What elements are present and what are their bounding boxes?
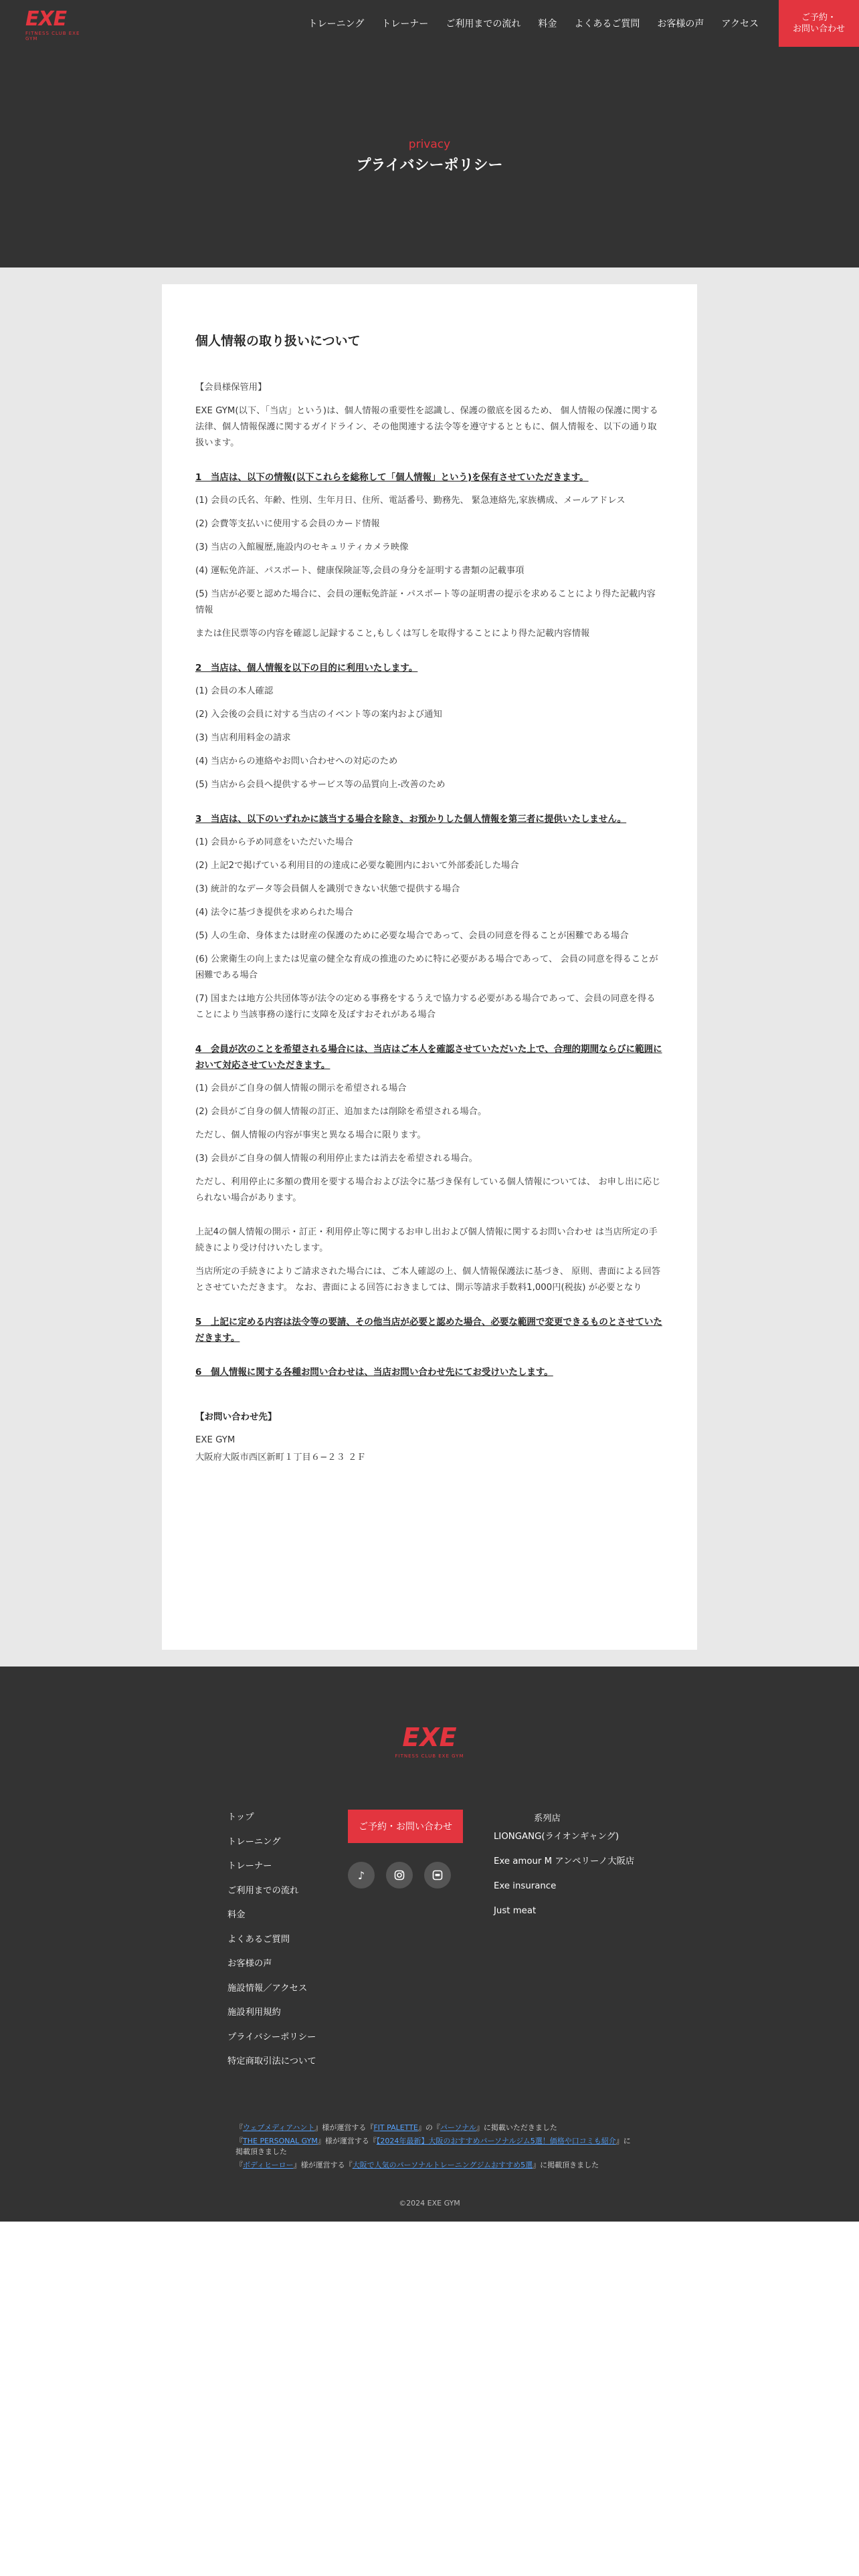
section-3-item: (1) 会員から予め同意をいただいた場合 xyxy=(195,837,353,847)
note-text: 』様が運営する『 xyxy=(317,2137,377,2145)
note-text: 』様が運営する『 xyxy=(314,2123,374,2132)
policy-card xyxy=(162,284,697,1650)
disclosure-fee-text: 当店所定の手続きによりご請求された場合には、ご本人確認の上、個人情報保護法に基づき、 原則、書面による回答とさせていただきます。 なお、書面による回答におきましては、開示等請求手数料1,000円(税抜) が必要となり xyxy=(195,1267,661,1293)
line-icon[interactable] xyxy=(424,1862,451,1889)
copyright: ©2024 EXE GYM xyxy=(399,2199,460,2208)
note-text: 』様が運営する『 xyxy=(293,2161,353,2169)
instagram-icon[interactable] xyxy=(386,1862,413,1889)
footer-link-training[interactable]: トレーニング xyxy=(227,1836,281,1847)
section-4-item: (1) 会員がご自身の個人情報の開示を希望される場合 xyxy=(195,1083,407,1093)
logo-mark: EXE xyxy=(25,7,67,31)
media-link[interactable]: ボディヒーロー xyxy=(243,2161,294,2169)
section-3-item: (4) 法令に基づき提供を求められた場合 xyxy=(195,907,353,918)
section-1-item: (4) 運転免許証、パスポート、健康保険証等,会員の身分を証明する書類の記載事項 xyxy=(195,566,524,576)
section-4-item: ただし、利用停止に多額の費用を要する場合および法令に基づき保有している個人情報については、 お申し出に応じられない場合があります。 xyxy=(195,1177,661,1203)
section-3-item: (7) 国または地方公共団体等が法令の定める事務をするうえで協力する必要がある場合であって、会員の同意を得ることにより当該事務の遂行に支障を及ぼすおそれがある場合 xyxy=(195,994,656,1020)
section-2-item: (3) 当店利用料金の請求 xyxy=(195,733,291,743)
media-mentions xyxy=(235,2123,637,2173)
media-mention xyxy=(235,2123,637,2133)
policy-label: 【会員様保管用】 xyxy=(195,383,267,393)
section-2-item: (5) 当店から会員へ提供するサービス等の品質向上‐改善のため xyxy=(195,780,446,790)
footer-logo-subtitle: FITNESS CLUB EXE GYM xyxy=(395,1753,464,1759)
section-3-item: (2) 上記2で掲げている利用目的の達成に必要な範囲内において外部委託した場合 xyxy=(195,861,519,871)
contact-name: EXE GYM xyxy=(195,1435,235,1445)
nav-access[interactable]: アクセス xyxy=(721,19,759,29)
note-text: 』の『 xyxy=(417,2123,440,2132)
footer-link-trainer[interactable]: トレーナー xyxy=(227,1861,272,1871)
site-footer xyxy=(0,1667,859,2222)
section-4-item: (3) 会員がご自身の個人情報の利用停止または消去を希望される場合。 xyxy=(195,1154,478,1164)
nav-flow[interactable]: ご利用までの流れ xyxy=(446,19,521,29)
footer-reserve-button[interactable]: ご予約・お問い合わせ xyxy=(348,1810,463,1843)
media-link[interactable]: 【2024年最新】大阪のおすすめパーソナルジム5選！価格や口コミも紹介 xyxy=(376,2137,616,2145)
section-4-item: (2) 会員がご自身の個人情報の訂正、追加または削除を希望される場合。 xyxy=(195,1107,487,1117)
section-1-item: (3) 当店の入館履歴,施設内のセキュリティカメラ映像 xyxy=(195,542,409,552)
section-2-item: (2) 入会後の会員に対する当店のイベント等の案内および通知 xyxy=(195,710,442,720)
media-link[interactable]: FIT PALETTE xyxy=(373,2123,418,2132)
site-header xyxy=(0,0,859,47)
footer-logo-mark: EXE xyxy=(402,1723,457,1752)
section-1-note: または住民票等の内容を確認し記録すること,もしくは写しを取得することにより得た記載内容情報 xyxy=(195,629,590,639)
section-5-title: 5 上記に定める内容は法令等の要請、その他当店が必要と認めた場合、必要な範囲で変更できるものとさせていただきます。 xyxy=(195,1317,662,1344)
nav-training[interactable]: トレーニング xyxy=(308,19,365,29)
footer-link-top[interactable]: トップ xyxy=(227,1812,254,1822)
footer-link-voice[interactable]: お客様の声 xyxy=(227,1959,272,1969)
policy-heading: 個人情報の取り扱いについて xyxy=(195,334,361,348)
footer-link-privacy[interactable]: プライバシーポリシー xyxy=(227,2032,316,2042)
section-3-item: (5) 人の生命、身体または財産の保護のために必要な場合であって、会員の同意を得ることが困難である場合 xyxy=(195,931,629,941)
media-link[interactable]: THE PERSONAL GYM xyxy=(243,2137,318,2145)
related-store-link[interactable]: Exe amour M アンペリーノ大阪店 xyxy=(494,1856,635,1866)
page-hero xyxy=(0,47,859,267)
section-6-title: 6 個人情報に関する各種お問い合わせは、当店お問い合わせ先にてお受けいたします。 xyxy=(195,1367,553,1378)
section-1-item: (1) 会員の氏名、年齢、性別、生年月日、住所、電話番号、勤務先、 緊急連絡先,家族構成、メールアドレス xyxy=(195,496,626,506)
section-2-title: 2 当店は、個人情報を以下の目的に利用いたします。 xyxy=(195,663,418,673)
social-links xyxy=(348,1862,462,1889)
nav-faq[interactable]: よくあるご質問 xyxy=(574,19,640,29)
footer-link-tokusho[interactable]: 特定商取引法について xyxy=(227,2056,316,2066)
section-3-item: (6) 公衆衛生の向上または児童の健全な育成の推進のために特に必要がある場合であって、 会員の同意を得ることが困難である場合 xyxy=(195,954,658,980)
section-1-item: (2) 会費等支払いに使用する会員のカード情報 xyxy=(195,519,380,529)
note-text: 『 xyxy=(235,2137,243,2145)
reserve-button-line1: ご予約・ xyxy=(801,13,836,23)
logo-subtitle: FITNESS CLUB EXE GYM xyxy=(25,31,80,41)
footer-link-access[interactable]: 施設情報／アクセス xyxy=(227,1983,308,1994)
reserve-button-line2: お問い合わせ xyxy=(792,24,845,34)
disclosure-procedure-text: 上記4の個人情報の開示・訂正・利用停止等に関するお申し出および個人情報に関するお問い合わせ は当店所定の手続きにより受け付けいたします。 xyxy=(195,1227,658,1253)
section-1-item: (5) 当店が必要と認めた場合に、会員の運転免許証・パスポート等の証明書の提示を求めることにより得た記載内容情報 xyxy=(195,589,656,615)
nav-trainer[interactable]: トレーナー xyxy=(381,19,429,29)
note-text: 『 xyxy=(235,2123,243,2132)
note-text: 』に掲載頂きました xyxy=(533,2161,599,2169)
section-2-item: (4) 当店からの連絡やお問い合わせへの対応のため xyxy=(195,756,398,766)
footer-link-faq[interactable]: よくあるご質問 xyxy=(227,1934,290,1945)
nav-price[interactable]: 料金 xyxy=(538,19,557,29)
policy-intro: EXE GYM(以下、「当店」という)は、個人情報の重要性を認識し、保護の徹底を図るため、 個人情報の保護に関する法律、個人情報保護に関するガイドライン、その他関連する法令等を遵守するとともに、個人情報を、以下の通り取扱います。 xyxy=(195,406,658,448)
media-link[interactable]: 大阪で人気のパーソナルトレーニングジムおすすめ5選 xyxy=(352,2161,533,2169)
media-mention xyxy=(235,2160,637,2171)
related-stores-title: 系列店 xyxy=(534,1814,561,1824)
related-store-link[interactable]: Exe insurance xyxy=(494,1881,557,1891)
related-stores xyxy=(494,1811,694,1929)
footer-link-flow[interactable]: ご利用までの流れ xyxy=(227,1885,299,1896)
media-link[interactable]: ウェブメディアハント xyxy=(243,2123,315,2132)
section-1-title: 1 当店は、以下の情報(以下これらを総称して「個人情報」という)を保有させていただきます。 xyxy=(195,472,589,483)
footer-link-terms[interactable]: 施設利用規約 xyxy=(227,2008,281,2018)
section-3-item: (3) 統計的なデータ等会員個人を識別できない状態で提供する場合 xyxy=(195,884,460,894)
related-store-link[interactable]: LIONGANG(ライオンギャング) xyxy=(494,1832,619,1842)
related-store-link[interactable]: Just meat xyxy=(494,1906,537,1916)
section-4-title: 4 会員が次のことを希望される場合には、当店はご本人を確認させていただいた上で、合理的期間ならびに範囲において対応させていただきます。 xyxy=(195,1044,662,1071)
section-2-item: (1) 会員の本人確認 xyxy=(195,686,274,696)
footer-nav xyxy=(227,1811,316,2080)
page-title: プライバシーポリシー xyxy=(356,157,503,174)
tiktok-icon[interactable]: ♪ xyxy=(348,1862,375,1889)
note-text: 『 xyxy=(235,2161,243,2169)
footer-logo[interactable] xyxy=(391,1724,468,1759)
note-text: 』に掲載いただきました xyxy=(476,2123,557,2132)
section-3-title: 3 当店は、以下のいずれかに該当する場合を除き、お預かりした個人情報を第三者に提供いたしません。 xyxy=(195,814,627,825)
reserve-contact-button[interactable] xyxy=(779,0,859,47)
contact-address: 大阪府大阪市西区新町１丁目６−２３ ２Ｆ xyxy=(195,1453,366,1463)
footer-link-price[interactable]: 料金 xyxy=(227,1910,246,1920)
media-mention xyxy=(235,2136,637,2157)
hero-subtitle: privacy xyxy=(408,138,451,151)
site-logo[interactable] xyxy=(25,7,86,41)
contact-label: 【お問い合わせ先】 xyxy=(195,1412,277,1422)
nav-voice[interactable]: お客様の声 xyxy=(657,19,704,29)
section-4-item: ただし、個人情報の内容が事実と異なる場合に限ります。 xyxy=(195,1130,426,1140)
media-link[interactable]: パーソナル xyxy=(440,2123,476,2132)
note-text: 』に掲載頂きました xyxy=(235,2137,631,2156)
main-nav xyxy=(291,0,759,47)
